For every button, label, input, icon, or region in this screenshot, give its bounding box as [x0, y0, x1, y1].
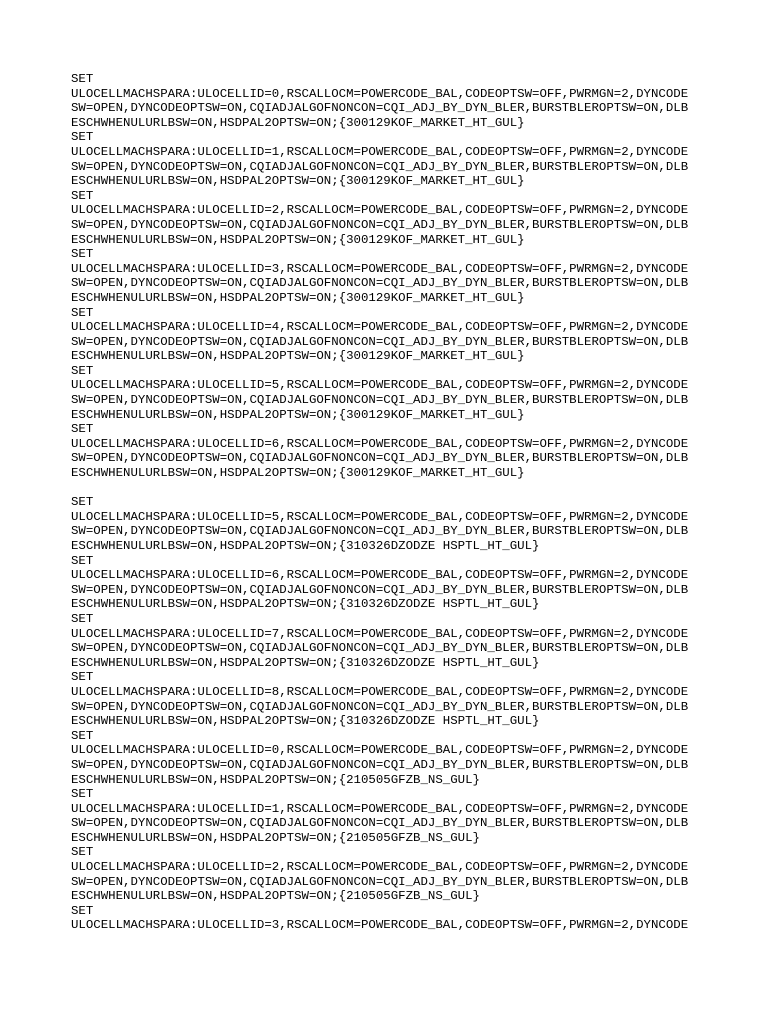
text-line: SET: [71, 787, 94, 802]
text-line: SW=OPEN,DYNCODEOPTSW=ON,CQIADJALGOFNONCON=CQI_ADJ_BY_DYN_BLER,BURSTBLEROPTSW=ON,DLB: [71, 334, 689, 349]
text-line: SET: [71, 363, 94, 378]
text-line: ULOCELLMACHSPARA:ULOCELLID=2,RSCALLOCM=POWERCODE_BAL,CODEOPTSW=OFF,PWRMGN=2,DYNCODE: [71, 860, 689, 875]
document-body: [71, 72, 711, 933]
text-line: ESCHWHENULURLBSW=ON,HSDPAL2OPTSW=ON;{300129KOF_MARKET_HT_GUL}: [71, 174, 525, 189]
text-line: SW=OPEN,DYNCODEOPTSW=ON,CQIADJALGOFNONCON=CQI_ADJ_BY_DYN_BLER,BURSTBLEROPTSW=ON,DLB: [71, 641, 689, 656]
text-line: SET: [71, 188, 94, 203]
text-line: ESCHWHENULURLBSW=ON,HSDPAL2OPTSW=ON;{310326DZODZE HSPTL_HT_GUL}: [71, 714, 540, 729]
text-line: ULOCELLMACHSPARA:ULOCELLID=2,RSCALLOCM=POWERCODE_BAL,CODEOPTSW=OFF,PWRMGN=2,DYNCODE: [71, 203, 689, 218]
text-line: ESCHWHENULURLBSW=ON,HSDPAL2OPTSW=ON;{310326DZODZE HSPTL_HT_GUL}: [71, 597, 540, 612]
text-line: ESCHWHENULURLBSW=ON,HSDPAL2OPTSW=ON;{300129KOF_MARKET_HT_GUL}: [71, 407, 525, 422]
command-block: [71, 72, 711, 481]
text-line: SET: [71, 305, 94, 320]
text-line: ULOCELLMACHSPARA:ULOCELLID=6,RSCALLOCM=POWERCODE_BAL,CODEOPTSW=OFF,PWRMGN=2,DYNCODE: [71, 436, 689, 451]
text-line: ULOCELLMACHSPARA:ULOCELLID=5,RSCALLOCM=POWERCODE_BAL,CODEOPTSW=OFF,PWRMGN=2,DYNCODE: [71, 509, 689, 524]
text-line: ESCHWHENULURLBSW=ON,HSDPAL2OPTSW=ON;{300129KOF_MARKET_HT_GUL}: [71, 232, 525, 247]
text-line: SW=OPEN,DYNCODEOPTSW=ON,CQIADJALGOFNONCON=CQI_ADJ_BY_DYN_BLER,BURSTBLEROPTSW=ON,DLB: [71, 217, 689, 232]
text-line: SW=OPEN,DYNCODEOPTSW=ON,CQIADJALGOFNONCON=CQI_ADJ_BY_DYN_BLER,BURSTBLEROPTSW=ON,DLB: [71, 524, 689, 539]
text-line: SW=OPEN,DYNCODEOPTSW=ON,CQIADJALGOFNONCON=CQI_ADJ_BY_DYN_BLER,BURSTBLEROPTSW=ON,DLB: [71, 699, 689, 714]
text-line: ESCHWHENULURLBSW=ON,HSDPAL2OPTSW=ON;{310326DZODZE HSPTL_HT_GUL}: [71, 655, 540, 670]
text-line: ESCHWHENULURLBSW=ON,HSDPAL2OPTSW=ON;{210505GFZB_NS_GUL}: [71, 772, 480, 787]
text-line: ULOCELLMACHSPARA:ULOCELLID=5,RSCALLOCM=POWERCODE_BAL,CODEOPTSW=OFF,PWRMGN=2,DYNCODE: [71, 378, 689, 393]
text-line: ULOCELLMACHSPARA:ULOCELLID=3,RSCALLOCM=POWERCODE_BAL,CODEOPTSW=OFF,PWRMGN=2,DYNCODE: [71, 918, 689, 933]
text-line: SW=OPEN,DYNCODEOPTSW=ON,CQIADJALGOFNONCON=CQI_ADJ_BY_DYN_BLER,BURSTBLEROPTSW=ON,DLB: [71, 451, 689, 466]
text-line: SET: [71, 553, 94, 568]
text-line: SET: [71, 247, 94, 262]
text-line: SW=OPEN,DYNCODEOPTSW=ON,CQIADJALGOFNONCON=CQI_ADJ_BY_DYN_BLER,BURSTBLEROPTSW=ON,DLB: [71, 582, 689, 597]
text-line: ULOCELLMACHSPARA:ULOCELLID=0,RSCALLOCM=POWERCODE_BAL,CODEOPTSW=OFF,PWRMGN=2,DYNCODE: [71, 86, 689, 101]
text-line: SW=OPEN,DYNCODEOPTSW=ON,CQIADJALGOFNONCON=CQI_ADJ_BY_DYN_BLER,BURSTBLEROPTSW=ON,DLB: [71, 159, 689, 174]
text-line: ULOCELLMACHSPARA:ULOCELLID=8,RSCALLOCM=POWERCODE_BAL,CODEOPTSW=OFF,PWRMGN=2,DYNCODE: [71, 684, 689, 699]
text-line: SET: [71, 72, 94, 86]
text-line: ESCHWHENULURLBSW=ON,HSDPAL2OPTSW=ON;{300129KOF_MARKET_HT_GUL}: [71, 466, 525, 481]
text-line: SET: [71, 611, 94, 626]
text-line: SET: [71, 495, 94, 510]
text-line: ULOCELLMACHSPARA:ULOCELLID=1,RSCALLOCM=POWERCODE_BAL,CODEOPTSW=OFF,PWRMGN=2,DYNCODE: [71, 801, 689, 816]
text-line: ULOCELLMACHSPARA:ULOCELLID=1,RSCALLOCM=POWERCODE_BAL,CODEOPTSW=OFF,PWRMGN=2,DYNCODE: [71, 144, 689, 159]
text-line: ULOCELLMACHSPARA:ULOCELLID=0,RSCALLOCM=POWERCODE_BAL,CODEOPTSW=OFF,PWRMGN=2,DYNCODE: [71, 743, 689, 758]
text-line: SET: [71, 845, 94, 860]
text-line: SW=OPEN,DYNCODEOPTSW=ON,CQIADJALGOFNONCON=CQI_ADJ_BY_DYN_BLER,BURSTBLEROPTSW=ON,DLB: [71, 101, 689, 116]
text-line: SET: [71, 422, 94, 437]
text-line: SW=OPEN,DYNCODEOPTSW=ON,CQIADJALGOFNONCON=CQI_ADJ_BY_DYN_BLER,BURSTBLEROPTSW=ON,DLB: [71, 276, 689, 291]
text-line: SW=OPEN,DYNCODEOPTSW=ON,CQIADJALGOFNONCON=CQI_ADJ_BY_DYN_BLER,BURSTBLEROPTSW=ON,DLB: [71, 757, 689, 772]
text-line: ESCHWHENULURLBSW=ON,HSDPAL2OPTSW=ON;{210505GFZB_NS_GUL}: [71, 889, 480, 904]
text-line: SW=OPEN,DYNCODEOPTSW=ON,CQIADJALGOFNONCON=CQI_ADJ_BY_DYN_BLER,BURSTBLEROPTSW=ON,DLB: [71, 816, 689, 831]
text-line: SW=OPEN,DYNCODEOPTSW=ON,CQIADJALGOFNONCON=CQI_ADJ_BY_DYN_BLER,BURSTBLEROPTSW=ON,DLB: [71, 874, 689, 889]
text-line: ESCHWHENULURLBSW=ON,HSDPAL2OPTSW=ON;{300129KOF_MARKET_HT_GUL}: [71, 115, 525, 130]
text-line: ULOCELLMACHSPARA:ULOCELLID=4,RSCALLOCM=POWERCODE_BAL,CODEOPTSW=OFF,PWRMGN=2,DYNCODE: [71, 320, 689, 335]
text-line: ESCHWHENULURLBSW=ON,HSDPAL2OPTSW=ON;{210505GFZB_NS_GUL}: [71, 830, 480, 845]
text-line: ESCHWHENULURLBSW=ON,HSDPAL2OPTSW=ON;{310326DZODZE HSPTL_HT_GUL}: [71, 539, 540, 553]
command-block: [71, 495, 711, 933]
text-line: SET: [71, 728, 94, 743]
text-line: SW=OPEN,DYNCODEOPTSW=ON,CQIADJALGOFNONCON=CQI_ADJ_BY_DYN_BLER,BURSTBLEROPTSW=ON,DLB: [71, 393, 689, 408]
text-line: ULOCELLMACHSPARA:ULOCELLID=3,RSCALLOCM=POWERCODE_BAL,CODEOPTSW=OFF,PWRMGN=2,DYNCODE: [71, 261, 689, 276]
text-line: SET: [71, 903, 94, 918]
text-line: SET: [71, 130, 94, 145]
text-line: SET: [71, 670, 94, 685]
text-line: ULOCELLMACHSPARA:ULOCELLID=7,RSCALLOCM=POWERCODE_BAL,CODEOPTSW=OFF,PWRMGN=2,DYNCODE: [71, 626, 689, 641]
text-line: ESCHWHENULURLBSW=ON,HSDPAL2OPTSW=ON;{300129KOF_MARKET_HT_GUL}: [71, 290, 525, 305]
text-line: ULOCELLMACHSPARA:ULOCELLID=6,RSCALLOCM=POWERCODE_BAL,CODEOPTSW=OFF,PWRMGN=2,DYNCODE: [71, 568, 689, 583]
block-separator: [71, 481, 711, 496]
text-line: ESCHWHENULURLBSW=ON,HSDPAL2OPTSW=ON;{300129KOF_MARKET_HT_GUL}: [71, 349, 525, 364]
